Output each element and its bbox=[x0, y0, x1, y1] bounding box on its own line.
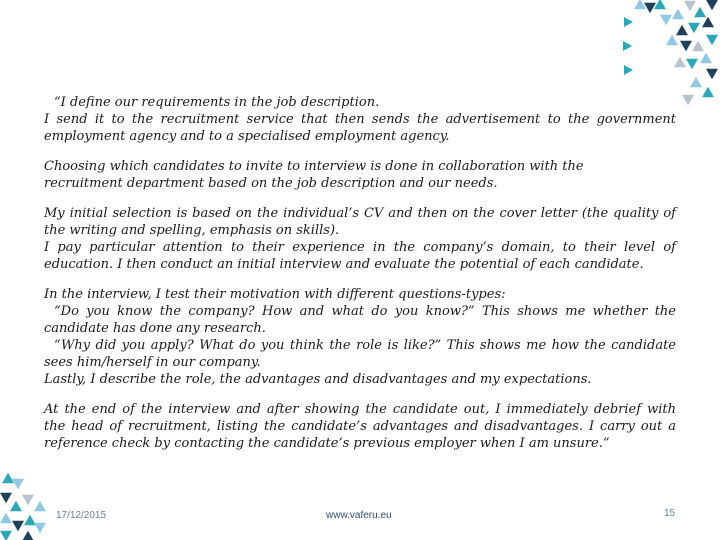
text-line: My initial selection is based on the individual’s CV and then on the cover letter (the quality of bbox=[44, 206, 676, 221]
text-line: “Do you know the company? How and what do you know?” This shows me whether the bbox=[54, 304, 676, 319]
text-line: reference check by contacting the candidate’s previous employer when I am unsure.” bbox=[44, 436, 610, 451]
paragraph bbox=[44, 401, 676, 452]
paragraph bbox=[44, 158, 676, 192]
text-line: recruitment department based on the job description and our needs. bbox=[44, 176, 498, 191]
text-line: employment agency and to a specialised employment agency. bbox=[44, 129, 450, 144]
decor-triangle bbox=[0, 493, 12, 503]
text-line: I pay particular attention to their experience in the company’s domain, to their level of bbox=[44, 240, 676, 255]
page-number: 15 bbox=[664, 508, 676, 519]
text-line: “I define our requirements in the job description. bbox=[54, 95, 380, 110]
decor-triangle bbox=[634, 0, 646, 9]
quote-body bbox=[44, 94, 676, 465]
decor-triangle bbox=[672, 9, 684, 19]
text-line: Lastly, I describe the role, the advantages and disadvantages and my expectations. bbox=[44, 372, 592, 387]
decor-triangle bbox=[660, 15, 672, 25]
decor-triangle bbox=[686, 59, 698, 69]
decor-triangle bbox=[34, 501, 46, 511]
decor-triangle bbox=[680, 41, 692, 51]
footer-date: 17/12/2015 bbox=[56, 510, 107, 521]
decor-triangle bbox=[666, 35, 678, 45]
decor-triangle bbox=[22, 531, 34, 540]
paragraph bbox=[44, 94, 676, 145]
decor-triangle bbox=[692, 41, 704, 51]
decor-triangle bbox=[706, 69, 718, 79]
decor-arrow bbox=[623, 41, 632, 51]
text-line: sees him/herself in our company. bbox=[44, 355, 261, 370]
decor-triangle bbox=[676, 25, 688, 35]
decor-arrow bbox=[624, 65, 633, 75]
footer-url[interactable]: www.vaferu.eu bbox=[326, 510, 392, 521]
decor-arrow bbox=[624, 17, 633, 27]
decor-triangle bbox=[706, 35, 718, 45]
decor-triangle bbox=[702, 17, 714, 27]
decor-triangle bbox=[682, 95, 694, 105]
decor-triangle bbox=[0, 531, 12, 540]
decor-triangle bbox=[644, 3, 656, 13]
decor-triangle bbox=[34, 523, 46, 533]
paragraph bbox=[44, 205, 676, 273]
decor-triangle bbox=[0, 513, 12, 523]
decor-triangle bbox=[684, 1, 696, 11]
text-line: the writing and spelling, emphasis on skills). bbox=[44, 223, 340, 238]
decor-triangle bbox=[690, 77, 702, 87]
decor-triangle bbox=[702, 87, 714, 97]
decor-triangle bbox=[24, 515, 36, 525]
text-line: “Why did you apply? What do you think the role is like?” This shows me how the candidate bbox=[54, 338, 676, 353]
decor-triangle bbox=[22, 495, 34, 505]
decor-triangle bbox=[12, 521, 24, 531]
decor-triangle bbox=[688, 23, 700, 33]
decor-triangle bbox=[674, 57, 686, 67]
decor-triangle bbox=[2, 473, 14, 483]
decor-triangle bbox=[700, 53, 712, 63]
decor-triangle bbox=[10, 501, 22, 511]
decor-triangle bbox=[694, 7, 706, 17]
text-line: education. I then conduct an initial interview and evaluate the potential of each candidate. bbox=[44, 257, 644, 272]
text-line: At the end of the interview and after showing the candidate out, I immediately debrief with bbox=[44, 402, 676, 417]
text-line: the head of recruitment, listing the candidate’s advantages and disadvantages. I carry out a bbox=[44, 419, 676, 434]
decor-triangle bbox=[654, 0, 666, 9]
paragraph bbox=[44, 286, 676, 388]
decor-triangle bbox=[706, 0, 718, 10]
decor-triangle bbox=[12, 479, 24, 489]
text-line: I send it to the recruitment service that then sends the advertisement to the government bbox=[44, 112, 676, 127]
text-line: In the interview, I test their motivation with different questions-types: bbox=[44, 287, 506, 302]
text-line: Choosing which candidates to invite to interview is done in collaboration with the bbox=[44, 159, 584, 174]
text-line: candidate has done any research. bbox=[44, 321, 266, 336]
